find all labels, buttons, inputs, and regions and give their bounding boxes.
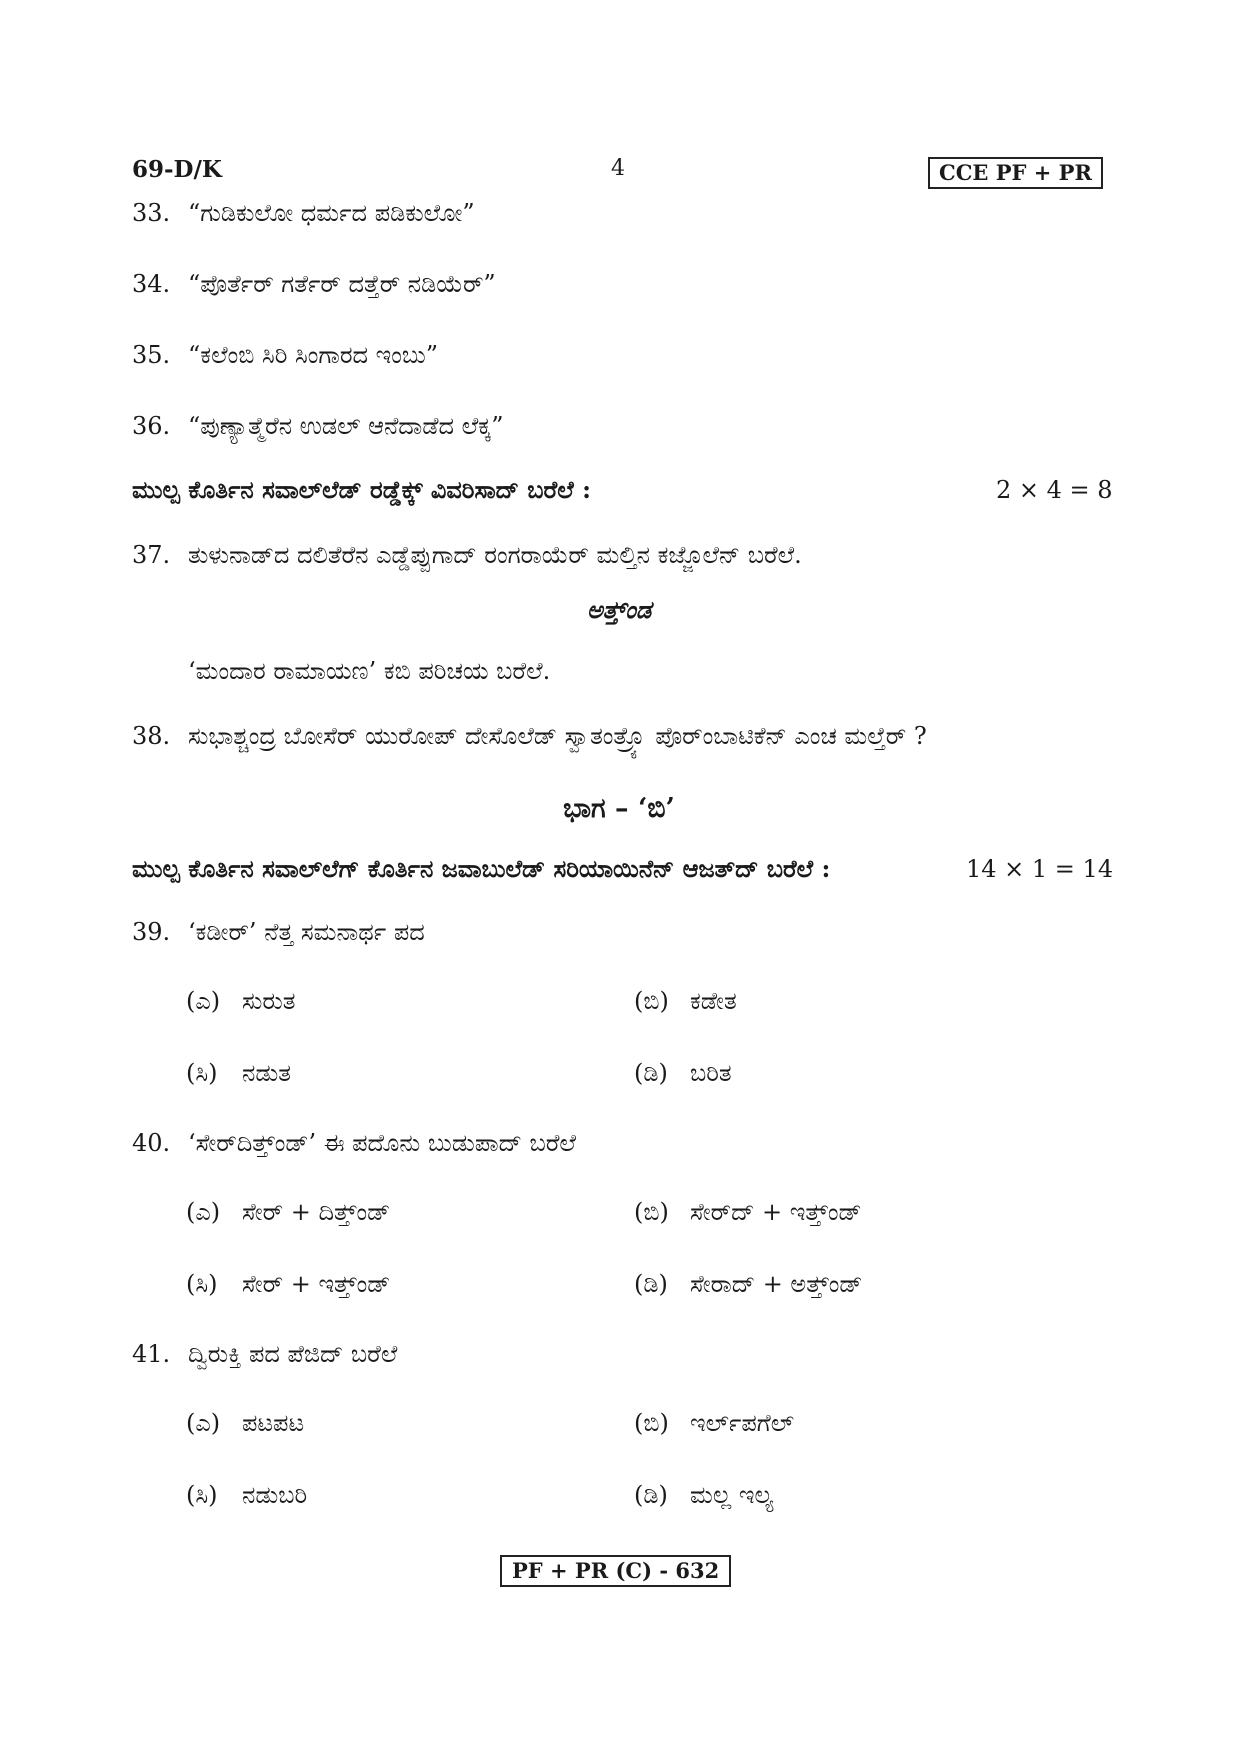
option-label: (ಎ) <box>186 987 221 1015</box>
option-text: ಸೇರ್ + ದಿತ್ತ್‌ಂಡ್ <box>242 1198 391 1226</box>
question-number: 33. <box>132 199 171 227</box>
option-b[interactable] <box>634 986 737 1016</box>
question-text: “ಕಲೆಂಬಿ ಸಿರಿ ಸಿಂಗಾರದ ಇಂಬು” <box>188 341 439 369</box>
option-d[interactable] <box>634 1480 773 1510</box>
question-number: 41. <box>132 1340 171 1368</box>
option-text: ನಡುತ <box>242 1059 291 1087</box>
option-d[interactable] <box>634 1058 732 1088</box>
question-33 <box>132 198 475 228</box>
option-label: (ಸಿ) <box>186 1059 218 1087</box>
option-text: ಸುರುತ <box>242 987 296 1015</box>
question-number: 35. <box>132 341 171 369</box>
question-number: 34. <box>132 270 171 298</box>
question-34 <box>132 269 496 299</box>
question-text: “ಪುಣ್ಯಾತ್ಮೆರೆನ ಉಡಲ್ ಆನೆದಾಡೆದ ಲೆಕ್ಕ” <box>188 412 504 440</box>
question-number: 39. <box>132 918 171 946</box>
option-a[interactable] <box>186 1197 390 1227</box>
option-c[interactable] <box>186 1480 307 1510</box>
question-38 <box>132 721 927 751</box>
section-marks: 2 × 4 = 8 <box>996 476 1113 504</box>
option-label: (ಸಿ) <box>186 1481 218 1509</box>
option-c[interactable] <box>186 1269 390 1299</box>
question-36 <box>132 411 504 441</box>
option-text: ಇರ್ಲ್‌ಪಗೆಲ್ <box>690 1409 795 1437</box>
page-number: 4 <box>611 156 625 181</box>
option-d[interactable] <box>634 1269 862 1299</box>
part-b-marks: 14 × 1 = 14 <box>966 855 1114 883</box>
option-a[interactable] <box>186 986 295 1016</box>
option-text: ಮಲ್ಲ ಇಲ್ಯ <box>690 1481 774 1509</box>
series-box: CCE PF + PR <box>928 157 1103 189</box>
option-text: ಕಡೇತ <box>690 987 737 1015</box>
question-35 <box>132 340 438 370</box>
question-41 <box>132 1339 397 1369</box>
question-37 <box>132 540 802 570</box>
option-label: (ಬಿ) <box>634 1198 669 1226</box>
option-b[interactable] <box>634 1197 862 1227</box>
option-label: (ಡಿ) <box>634 1481 668 1509</box>
option-text: ಸೇರ್ + ಇತ್ತ್‌ಂಡ್ <box>242 1270 391 1298</box>
option-b[interactable] <box>634 1408 794 1438</box>
footer-code-box: PF + PR (C) - 632 <box>500 1555 731 1587</box>
option-text: ಸೇರ್‌ದ್ + ಇತ್ತ್‌ಂಡ್ <box>690 1198 862 1226</box>
option-label: (ಎ) <box>186 1198 221 1226</box>
option-label: (ಬಿ) <box>634 987 669 1015</box>
option-label: (ಎ) <box>186 1409 221 1437</box>
question-text: “ಗುಡಿಕುಲೋ ಧರ್ಮದ ಪಡಿಕುಲೋ” <box>188 199 475 227</box>
option-text: ಪಟಪಟ <box>242 1409 305 1437</box>
alternative-question: ‘ಮಂದಾರ ರಾಮಾಯಣ’ ಕಬಿ ಪರಿಚಯ ಬರೆಲೆ. <box>188 657 551 685</box>
question-text: “ಪೊರ್ತೆರ್ ಗರ್ತೆರ್ ದತ್ತೆರ್ ನಡಿಯೆರ್” <box>188 270 496 298</box>
question-number: 40. <box>132 1129 171 1157</box>
question-text: ದ್ವಿರುಕ್ತಿ ಪದ ಪೆಜಿದ್ ಬರೆಲೆ <box>188 1340 398 1368</box>
option-text: ಬರಿತ <box>690 1059 732 1087</box>
option-a[interactable] <box>186 1408 304 1438</box>
part-b-title: ಭಾಗ – ‘ಬಿ’ <box>563 793 675 824</box>
question-40 <box>132 1128 576 1158</box>
or-separator: ಅತ್ತ್‌ಂಡ <box>586 595 652 624</box>
option-label: (ಬಿ) <box>634 1409 669 1437</box>
question-number: 36. <box>132 412 171 440</box>
part-b-instruction: ಮುಲ್ಪ ಕೊರ್ತಿನ ಸವಾಲ್‌ಲೆಗ್ ಕೊರ್ತಿನ ಜವಾಬುಲೆಡ್ ಸರಿಯಾಯಿನೆನ್ ಆಜತ್‌ದ್ ಬರೆಲೆ : <box>132 854 831 883</box>
question-text: ‘ಕಡೀರ್’ ನೆತ್ತ ಸಮನಾರ್ಥ ಪದ <box>188 918 425 946</box>
question-text: ತುಳುನಾಡ್‌ದ ದಲಿತೆರೆನ ಎಡ್ಡೆಪ್ಪುಗಾದ್ ರಂಗರಾಯೆರ್ ಮಲ್ತಿನ ಕಜ್ಜೊಲೆನ್ ಬರೆಲೆ. <box>188 541 802 569</box>
question-text: ಸುಭಾಶ್ಚಂದ್ರ ಬೋಸೆರ್ ಯುರೋಪ್ ದೇಸೊಲೆಡ್ ಸ್ವಾತಂತ್ರ್ಯೊ ಪೊರ್ಂಬಾಟಿಕೆನ್ ಎಂಚ ಮಲ್ತೆರ್ ? <box>188 722 927 750</box>
option-label: (ಡಿ) <box>634 1059 668 1087</box>
section-instruction: ಮುಲ್ಪ ಕೊರ್ತಿನ ಸವಾಲ್‌ಲೆಡ್ ರಡ್ಡೆಕ್ಕ್ ವಿವರಿಸಾದ್ ಬರೆಲೆ : <box>132 475 591 504</box>
question-number: 38. <box>132 722 171 750</box>
paper-code: 69-D/K <box>132 156 222 183</box>
option-label: (ಡಿ) <box>634 1270 668 1298</box>
option-text: ನಡುಬರಿ <box>242 1481 308 1509</box>
question-text: ‘ಸೇರ್‌ದಿತ್ತ್‌ಂಡ್’ ಈ ಪದೊನು ಬುಡುಪಾದ್ ಬರೆಲೆ <box>188 1129 576 1157</box>
option-label: (ಸಿ) <box>186 1270 218 1298</box>
question-39 <box>132 917 425 947</box>
option-text: ಸೇರಾದ್ + ಅತ್ತ್‌ಂಡ್ <box>690 1270 863 1298</box>
option-c[interactable] <box>186 1058 291 1088</box>
question-number: 37. <box>132 541 171 569</box>
